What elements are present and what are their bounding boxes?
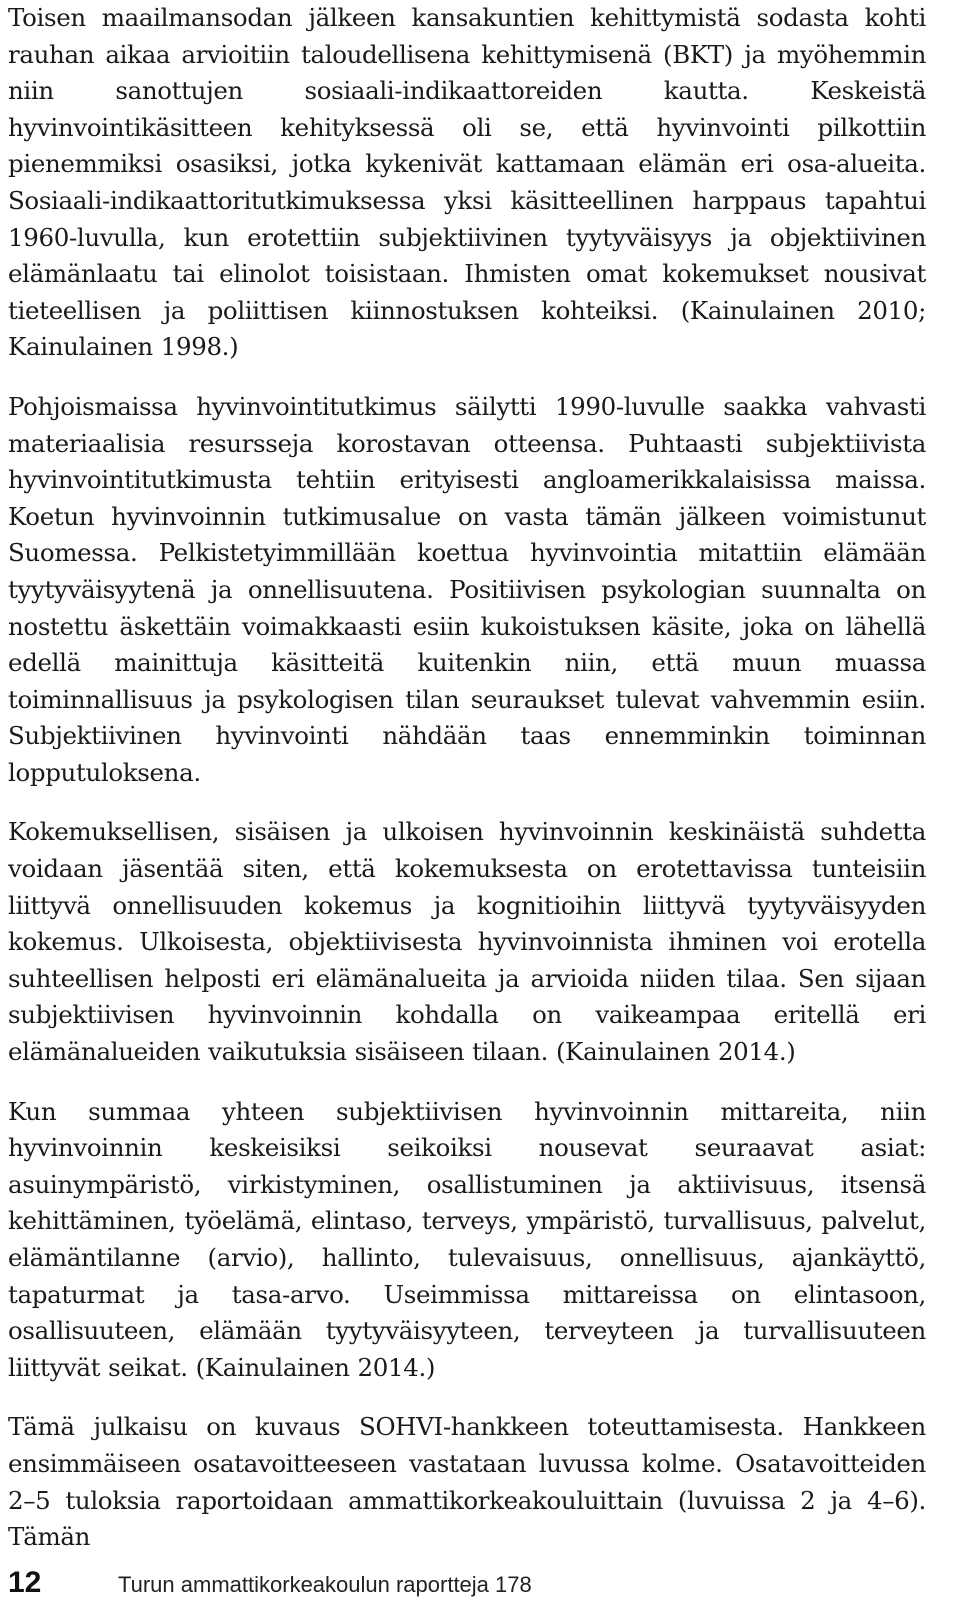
- page-number: 12: [8, 1566, 42, 1599]
- paragraph-1: Toisen maailmansodan jälkeen kansakuntien kehittymistä sodasta kohti rauhan aikaa arvioitiin taloudellisena kehittymisenä (BKT) ja myöhemmin niin sanottujen sosiaali-indikaattoreiden kautta. Keskeistä hyvinvointikäsitteen kehityksessä oli se, että hyvinvointi pilkottiin pienemmiksi osasiksi, jotka kykenivät kattamaan elämän eri osa-alueita. Sosiaali-indikaattoritutkimuksessa yksi käsitteellinen harppaus tapahtui 1960-luvulla, kun erotettiin subjektiivinen tyytyväisyys ja objektiivinen elämänlaatu tai elinolot toisistaan. Ihmisten omat kokemukset nousivat tieteellisen ja poliittisen kiinnostuksen kohteiksi. (Kainulainen 2010; Kainulainen 1998.): [8, 3, 926, 362]
- paragraph-4: Kun summaa yhteen subjektiivisen hyvinvoinnin mittareita, niin hyvinvoinnin keskeisiksi seikoiksi nousevat seuraavat asiat: asuinympäristö, virkistyminen, osallistuminen ja aktiivisuus, itsensä kehittäminen, työelämä, elintaso, terveys, ympäristö, turvallisuus, palvelut, elämäntilanne (arvio), hallinto, tulevaisuus, onnellisuus, ajankäyttö, tapaturmat ja tasa-arvo. Useimmissa mittareissa on elintasoon, osallisuuteen, elämään tyytyväisyyteen, terveyteen ja turvallisuuteen liittyvät seikat. (Kainulainen 2014.): [8, 1096, 926, 1382]
- paragraph-3: Kokemuksellisen, sisäisen ja ulkoisen hyvinvoinnin keskinäistä suhdetta voidaan jäsentää siten, että kokemuksesta on erotettavissa tunteisiin liittyvä onnellisuuden kokemus ja kognitioihin liittyvä tyytyväisyyden kokemus. Ulkoisesta, objektiivisesta hyvinvoinnista ihminen voi erotella suhteellisen helposti eri elämänalueita ja arvioida niiden tilaa. Sen sijaan subjektiivisen hyvinvoinnin kohdalla on vaikeampaa eritellä eri elämänalueiden vaikutuksia sisäiseen tilaan. (Kainulainen 2014.): [8, 817, 926, 1067]
- page-footer: [8, 1566, 532, 1606]
- paragraph-2: Pohjoismaissa hyvinvointitutkimus säilytti 1990-luvulle saakka vahvasti materiaalisia resursseja korostavan otteensa. Puhtaasti subjektiivista hyvinvointitutkimusta tehtiin erityisesti angloamerikkalaisissa maissa. Koetun hyvinvoinnin tutkimusalue on vasta tämän jälkeen voimistunut Suomessa. Pelkistetyimmillään koettua hyvinvointia mitattiin elämään tyytyväisyytenä ja onnellisuutena. Positiivisen psykologian suunnalta on nostettu äskettäin voimakkaasti esiin kukoistuksen käsite, joka on lähellä edellä mainittuja käsitteitä kuitenkin niin, että muun muassa toiminnallisuus ja psykologisen tilan seuraukset tulevat vahvemmin esiin. Subjektiivinen hyvinvointi nähdään taas ennemminkin toiminnan lopputuloksena.: [8, 391, 926, 787]
- series-title: Turun ammattikorkeakoulun raportteja 178: [118, 1572, 532, 1597]
- body-text: [8, 0, 926, 1556]
- paragraph-5: Tämä julkaisu on kuvaus SOHVI-hankkeen toteuttamisesta. Hankkeen ensimmäiseen osatavoitteeseen vastataan luvussa kolme. Osatavoitteiden 2–5 tuloksia raportoidaan ammattikorkeakouluittain (luvuissa 2 ja 4–6). Tämän: [8, 1412, 926, 1552]
